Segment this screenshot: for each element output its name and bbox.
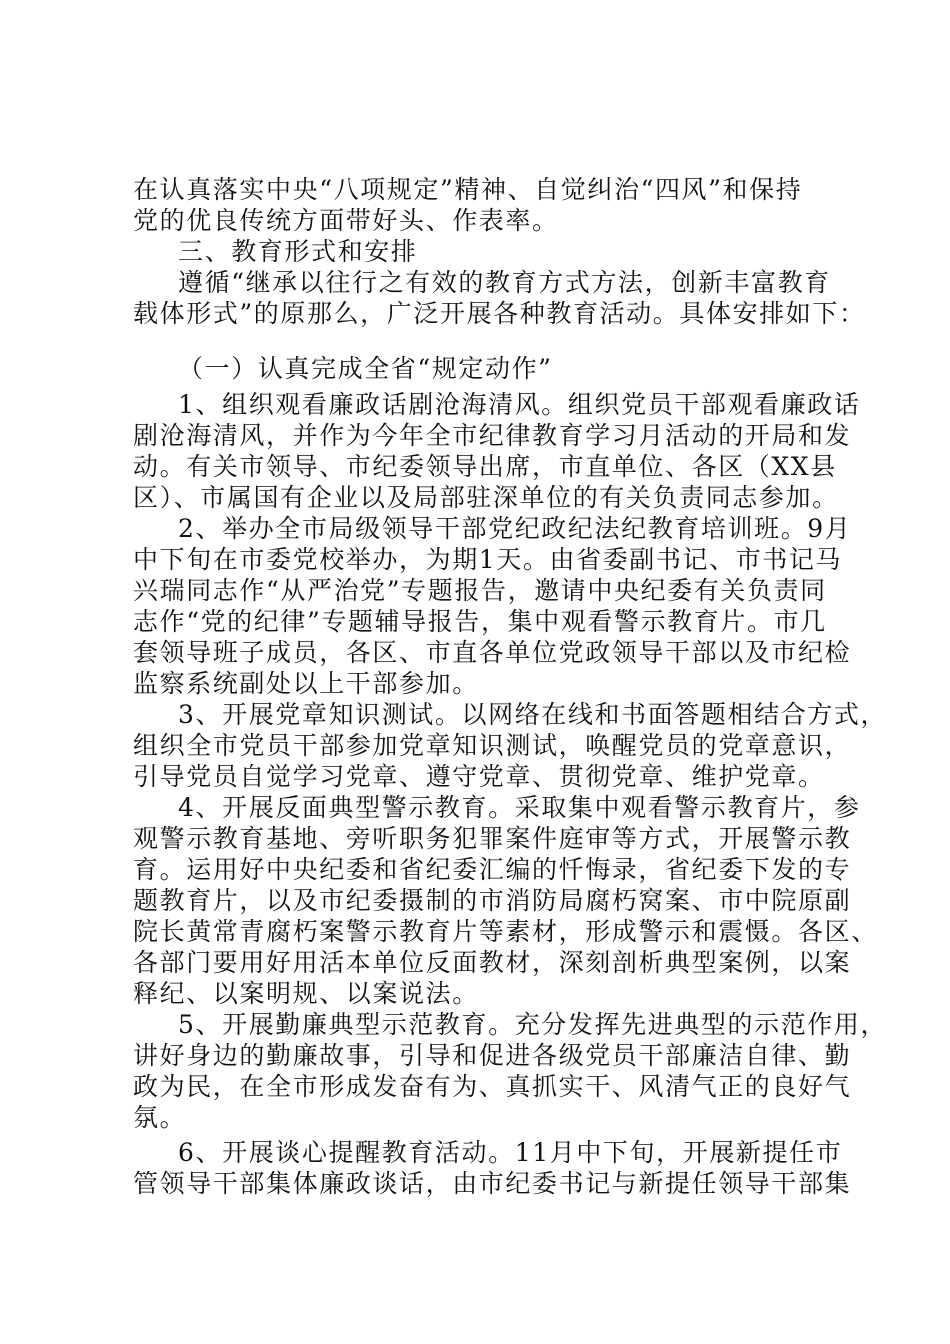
text-line: 套领导班子成员，各区、市直各单位党政领导干部以及市纪检 <box>133 638 852 667</box>
text-line: 观警示教育基地、旁听职务犯罪案件庭审等方式，开展警示教 <box>133 824 852 853</box>
text-line: 题教育片，以及市纪委摄制的市消防局腐朽窝案、市中院原副 <box>133 886 852 915</box>
subsection-heading: （一）认真完成全省“规定动作” <box>178 354 553 383</box>
text-line: 在认真落实中央“八项规定”精神、自觉纠治“四风”和保持 <box>133 175 803 204</box>
text-line: 3、开展党章知识测试。以网络在线和书面答题相结合方式， <box>178 700 888 729</box>
text-line: 氛。 <box>133 1103 187 1132</box>
text-line: 兴瑞同志作“从严治党”专题报告，邀请中央纪委有关负责同 <box>133 576 827 605</box>
text-line: 育。运用好中央纪委和省纪委汇编的忏悔录，省纪委下发的专 <box>133 855 852 884</box>
section-heading: 三、教育形式和安排 <box>178 237 418 266</box>
text-line: 1、组织观看廉政话剧沧海清风。组织党员干部观看廉政话 <box>178 390 861 419</box>
text-line: 剧沧海清风，并作为今年全市纪律教育学习月活动的开局和发 <box>133 421 852 450</box>
text-line: 6、开展谈心提醒教育活动。11月中下旬，开展新提任市 <box>178 1138 843 1167</box>
text-line: 院长黄常青腐朽案警示教育片等素材，形成警示和震慑。各区、 <box>133 917 878 946</box>
text-line: 2、举办全市局级领导干部党纪政纪法纪教育培训班。9月 <box>178 514 852 543</box>
text-line: 政为民，在全市形成发奋有为、真抓实干、风清气正的良好气 <box>133 1072 852 1101</box>
text-line: 党的优良传统方面带好头、作表率。 <box>133 206 559 235</box>
text-line: 中下旬在市委党校举办，为期1天。由省委副书记、市书记马 <box>133 545 843 574</box>
text-line: 志作“党的纪律”专题辅导报告，集中观看警示教育片。市几 <box>133 607 827 636</box>
text-line: 组织全市党员干部参加党章知识测试，唤醒党员的党章意识， <box>133 731 852 760</box>
text-line: 遵循“继承以往行之有效的教育方式方法，创新丰富教育 <box>178 268 831 297</box>
text-line: 动。有关市领导、市纪委领导出席，市直单位、各区（XX县 <box>133 452 837 481</box>
text-line: 4、开展反面典型警示教育。采取集中观看警示教育片，参 <box>178 793 861 822</box>
text-line: 讲好身边的勤廉故事，引导和促进各级党员干部廉洁自律、勤 <box>133 1041 852 1070</box>
text-line: 监察系统副处以上干部参加。 <box>133 669 479 698</box>
text-line: 载体形式”的原那么，广泛开展各种教育活动。具体安排如下： <box>133 299 866 328</box>
text-line: 区）、市属国有企业以及局部驻深单位的有关负责同志参加。 <box>133 483 839 512</box>
text-line: 管领导干部集体廉政谈话，由市纪委书记与新提任领导干部集 <box>133 1169 852 1198</box>
text-line: 引导党员自觉学习党章、遵守党章、贯彻党章、维护党章。 <box>133 762 825 791</box>
text-line: 释纪、以案明规、以案说法。 <box>133 979 479 1008</box>
text-line: 各部门要用好用活本单位反面教材，深刻剖析典型案例，以案 <box>133 948 852 977</box>
text-line: 5、开展勤廉典型示范教育。充分发挥先进典型的示范作用， <box>178 1010 888 1039</box>
